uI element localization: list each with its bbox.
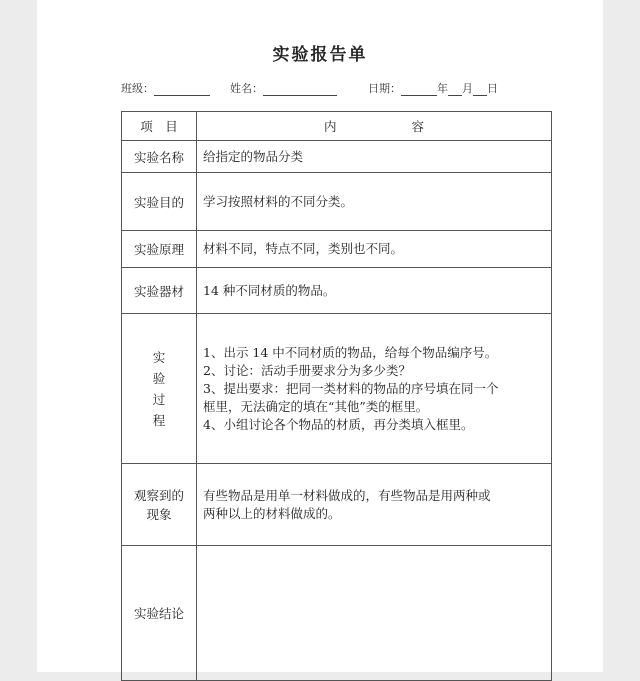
class-field — [121, 80, 210, 96]
name-blank[interactable] — [263, 83, 337, 96]
table-row — [122, 173, 552, 231]
table-row — [122, 464, 552, 546]
class-blank[interactable] — [154, 83, 210, 96]
report-table — [121, 111, 552, 681]
report-sheet — [37, 0, 603, 672]
row-label-experiment-principle: 实验原理 — [122, 231, 197, 268]
page-title: 实验报告单 — [272, 45, 368, 65]
experiment-process-content[interactable] — [197, 314, 552, 464]
observation-line: 两种以上的材料做成的。 — [203, 505, 341, 521]
experiment-purpose-content[interactable]: 学习按照材料的不同分类。 — [197, 173, 552, 231]
process-label-char: 程 — [152, 412, 166, 428]
row-label-experiment-conclusion: 实验结论 — [122, 546, 197, 681]
name-label: 姓名： — [230, 82, 263, 95]
table-row — [122, 268, 552, 314]
table-row — [122, 141, 552, 173]
row-label-experiment-process — [122, 314, 197, 464]
month-label: 月 — [462, 82, 473, 95]
date-field — [368, 80, 498, 96]
row-label-experiment-purpose: 实验目的 — [122, 173, 197, 231]
row-label-observed-phenomenon — [122, 464, 197, 546]
experiment-principle-content[interactable]: 材料不同，特点不同，类别也不同。 — [197, 231, 552, 268]
content-column-header: 内 容 — [197, 112, 552, 141]
process-label-char: 实 — [152, 349, 166, 365]
row-label-experiment-equipment: 实验器材 — [122, 268, 197, 314]
day-blank[interactable] — [473, 83, 487, 96]
process-label-char: 验 — [152, 370, 166, 386]
experiment-conclusion-content[interactable] — [197, 546, 552, 681]
observed-label-line: 现象 — [146, 506, 172, 522]
table-header-row — [122, 112, 552, 141]
process-step: 3、提出要求：把同一类材料的物品的序号填在同一个 — [203, 380, 499, 396]
experiment-equipment-content[interactable]: 14 种不同材质的物品。 — [197, 268, 552, 314]
year-blank[interactable] — [401, 83, 437, 96]
day-label: 日 — [487, 82, 498, 95]
table-row — [122, 314, 552, 464]
month-blank[interactable] — [448, 83, 462, 96]
row-label-experiment-name: 实验名称 — [122, 141, 197, 173]
experiment-name-content[interactable]: 给指定的物品分类 — [197, 141, 552, 173]
observed-phenomenon-content[interactable] — [197, 464, 552, 546]
name-field — [230, 80, 337, 96]
observed-label-line: 观察到的 — [133, 487, 184, 503]
observation-line: 有些物品是用单一材料做成的，有些物品是用两种或 — [203, 487, 491, 503]
date-label: 日期： — [368, 82, 401, 95]
class-label: 班级： — [121, 82, 154, 95]
year-label: 年 — [437, 82, 448, 95]
process-step: 1、出示 14 中不同材质的物品，给每个物品编序号。 — [203, 344, 498, 360]
item-column-header: 项 目 — [122, 112, 197, 141]
process-step: 框里，无法确定的填在“其他”类的框里。 — [203, 398, 429, 414]
table-row — [122, 231, 552, 268]
table-row — [122, 546, 552, 681]
process-step: 2、讨论：活动手册要求分为多少类？ — [203, 362, 411, 378]
process-step: 4、小组讨论各个物品的材质，再分类填入框里。 — [203, 416, 474, 432]
process-label-char: 过 — [152, 391, 166, 407]
